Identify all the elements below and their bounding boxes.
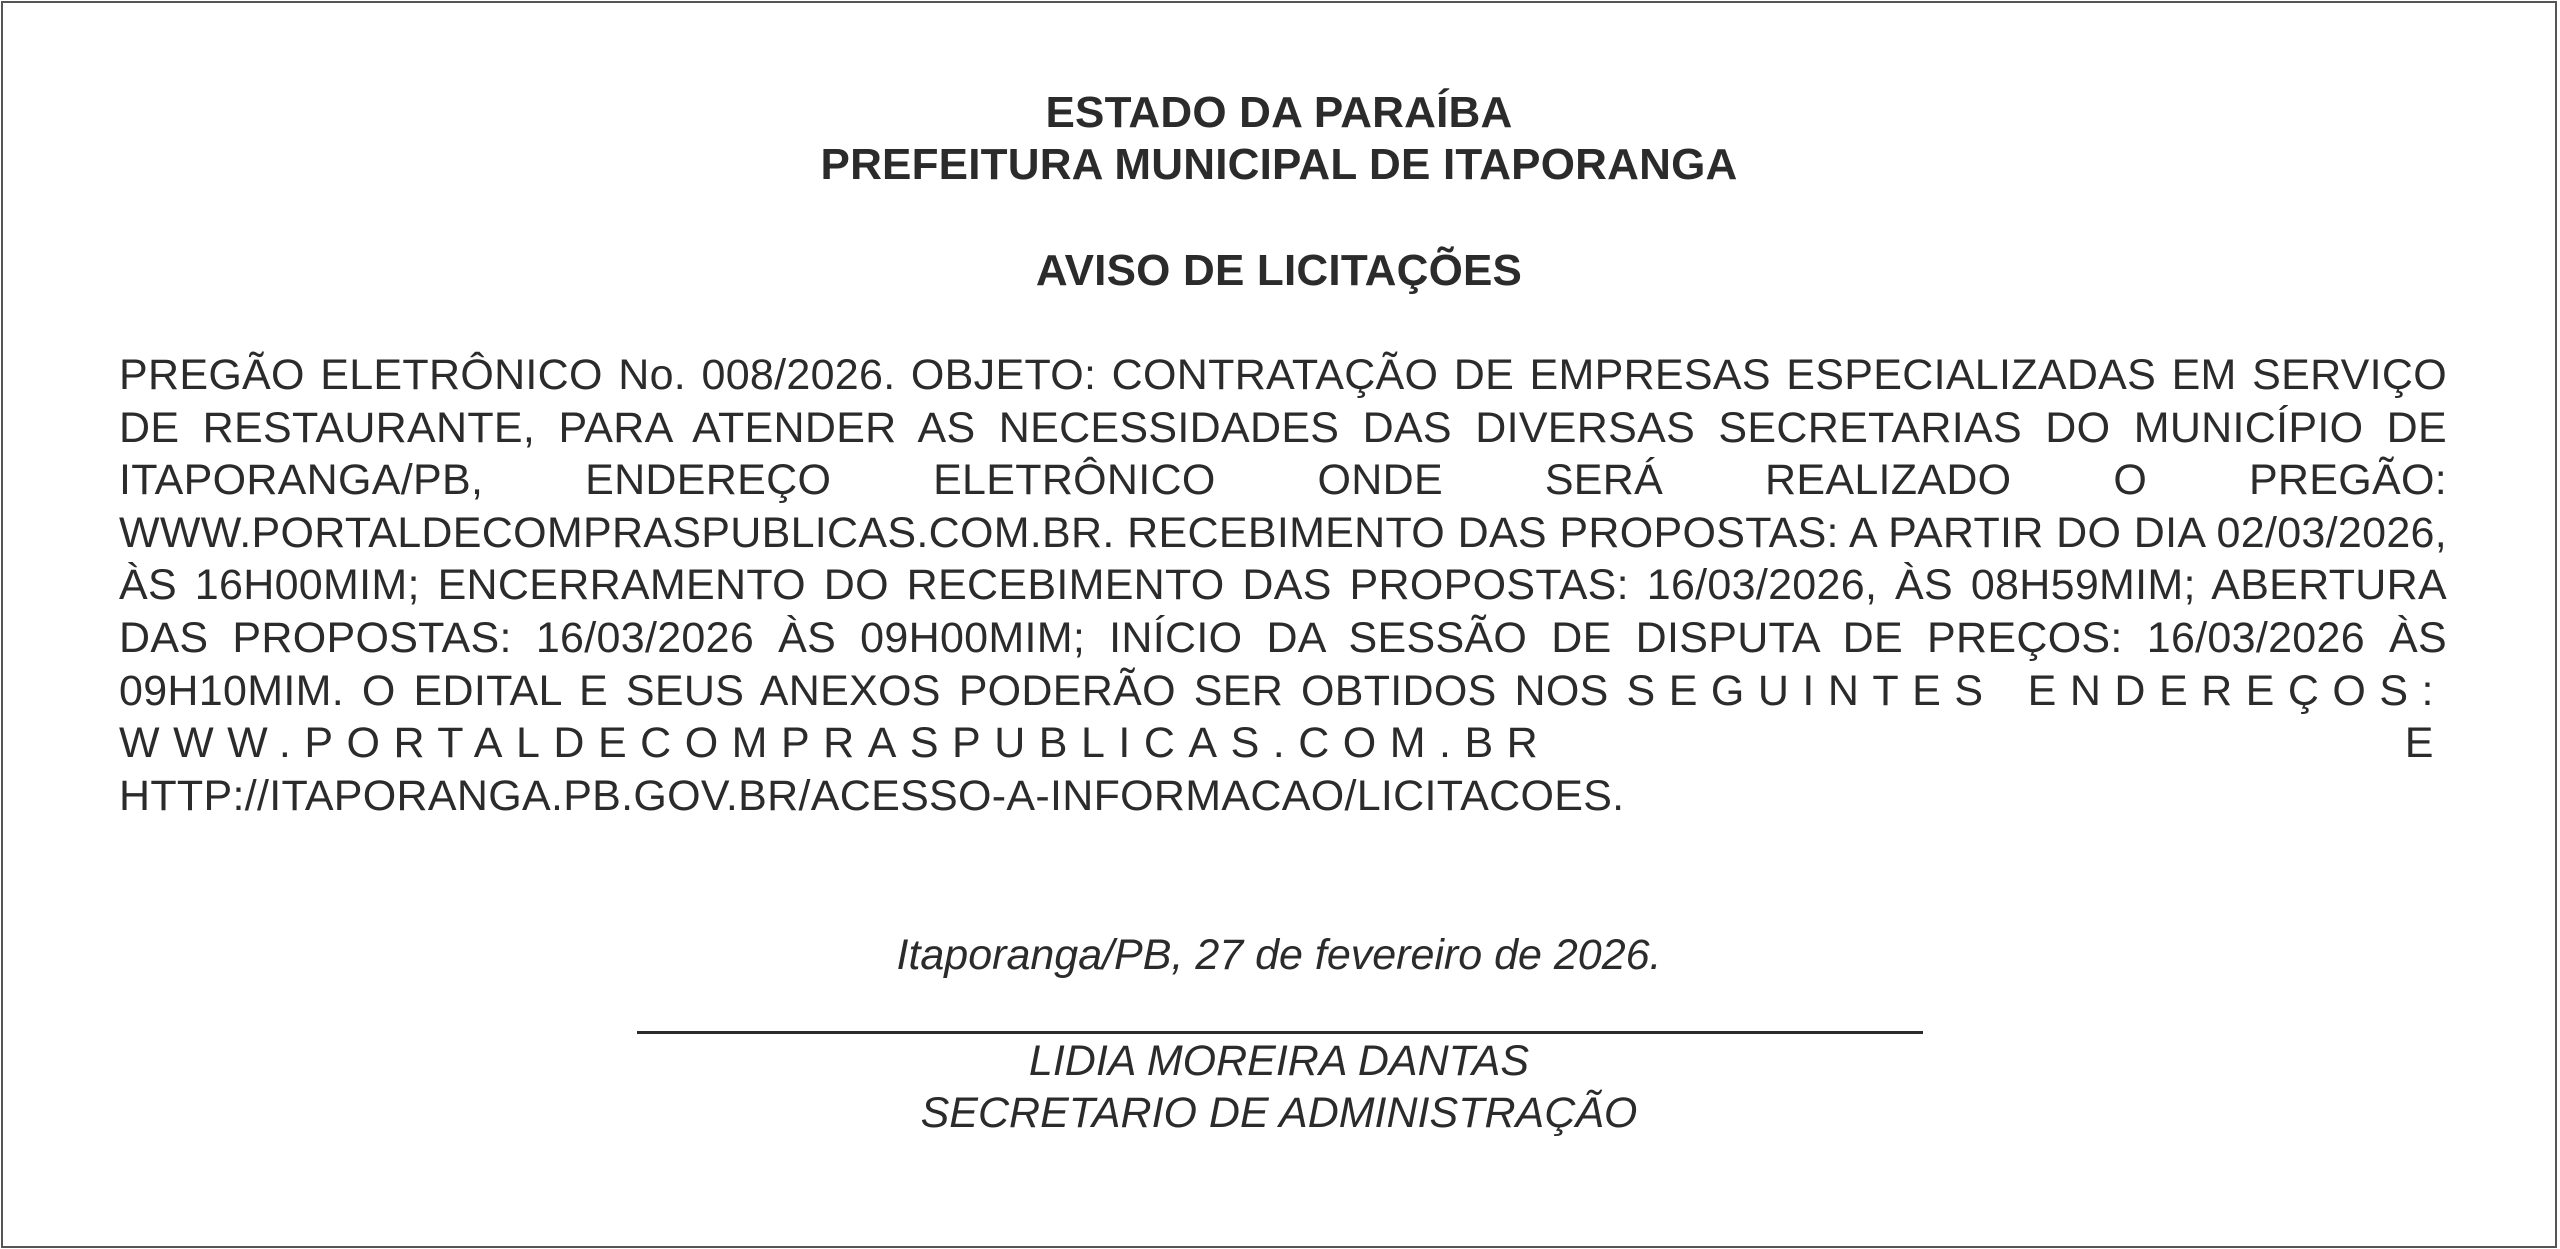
notice-frame [1,1,2557,1248]
notice-title: AVISO DE LICITAÇÕES [1035,246,1523,295]
state-heading: ESTADO DA PARAÍBA [1045,88,1513,137]
notice-body [119,349,2447,822]
notice-body-url: HTTP://ITAPORANGA.PB.GOV.BR/ACESSO-A-INFORMACAO/LICITACOES. [119,771,1625,820]
notice-body-addresses: SEGUINTES ENDEREÇOS: WWW.PORTALDECOMPRASPUBLICAS.COM.BR E [119,666,2447,768]
signer-name: LIDIA MOREIRA DANTAS [1028,1037,1530,1085]
signer-role: SECRETARIO DE ADMINISTRAÇÃO [920,1089,1638,1137]
city-hall-heading: PREFEITURA MUNICIPAL DE ITAPORANGA [820,140,1738,189]
signature-line [637,1031,1923,1034]
notice-body-main: PREGÃO ELETRÔNICO No. 008/2026. OBJETO: CONTRATAÇÃO DE EMPRESAS ESPECIALIZADAS EM SERVIÇO DE RESTAURANTE, PARA ATENDER AS NECESSIDADES DAS DIVERSAS SECRETARIAS DO MUNICÍPIO DE ITAPORANGA/PB, ENDEREÇO ELETRÔNICO ONDE SERÁ REALIZADO O PREGÃO: WWW.PORTALDECOMPRASPUBLICAS.COM.BR. RECEBIMENTO DAS PROPOSTAS: A PARTIR DO DIA 02/03/2026, ÀS 16H00MIM; ENCERRAMENTO DO RECEBIMENTO DAS PROPOSTAS: 16/03/2026, ÀS 08H59MIM; ABERTURA DAS PROPOSTAS: 16/03/2026 ÀS 09H00MIM; INÍCIO DA SESSÃO DE DISPUTA DE PREÇOS: 16/03/2026 ÀS 09H10MIM. O EDITAL E SEUS ANEXOS PODERÃO SER OBTIDOS NOS [119,351,2447,715]
place-date: Itaporanga/PB, 27 de fevereiro de 2026. [896,931,1662,979]
